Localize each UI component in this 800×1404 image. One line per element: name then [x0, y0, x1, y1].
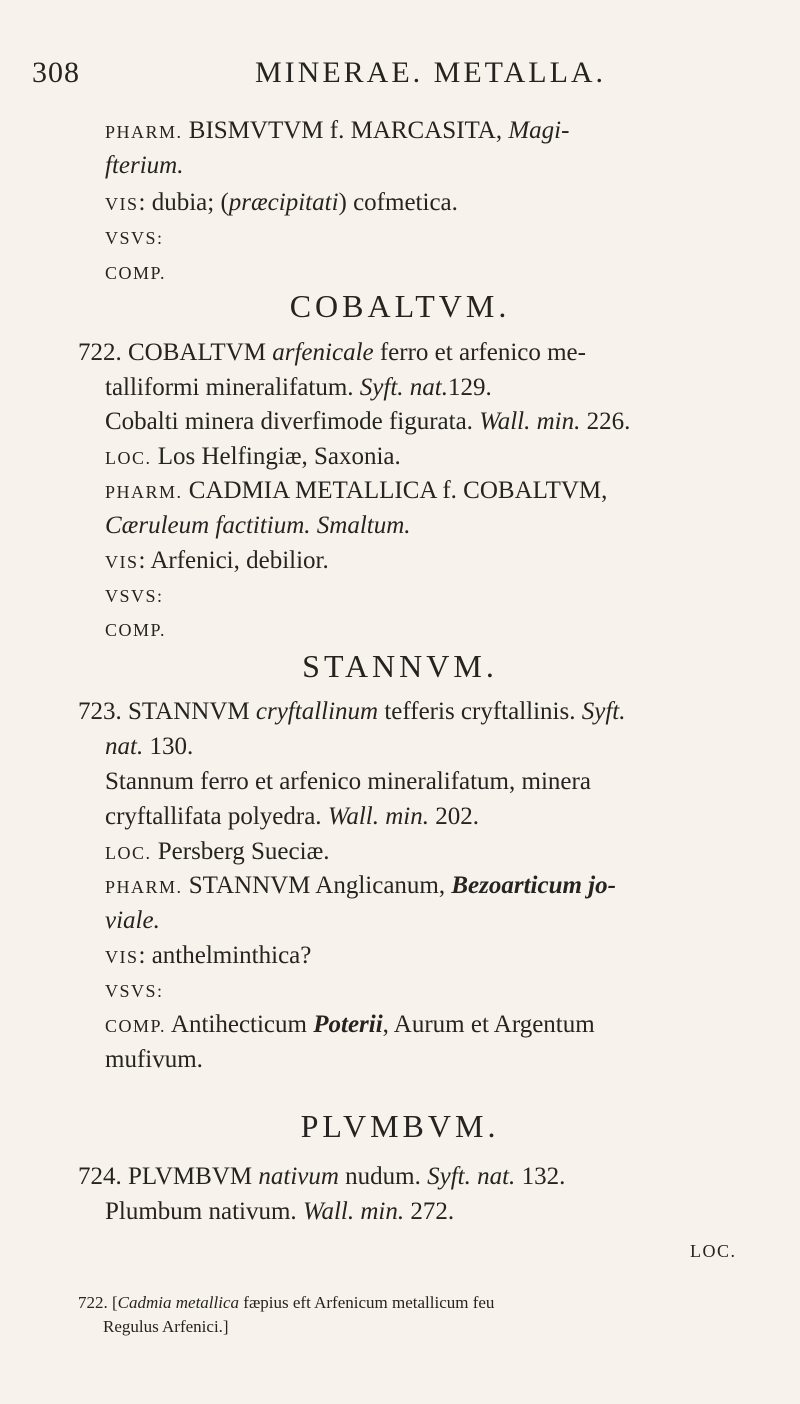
entry-line [105, 908, 160, 933]
entry-text: : dubia; ( [138, 189, 229, 216]
vis-label: VIS [105, 947, 139, 967]
entry-italic: Syft. [581, 698, 626, 725]
entry-text: ferro et arfenico me- [379, 339, 586, 366]
pharm-entry [105, 873, 616, 898]
entry-text: Persberg Sueciæ. [157, 838, 330, 865]
running-title: MINERAE. METALLA. [255, 56, 607, 89]
entry-text: 226. [586, 408, 631, 435]
vsvs-label: VSVS: [105, 586, 164, 606]
entry-number: 723. [78, 698, 122, 725]
entry-line [105, 1199, 454, 1224]
catchword: LOC. [690, 1241, 737, 1261]
vis-label: VIS [105, 194, 139, 214]
entry-line [105, 804, 479, 829]
entry-text: 202. [435, 803, 479, 830]
pharm-entry [105, 478, 607, 503]
section-heading-stannum: STANNVM. [302, 648, 498, 684]
section-heading-plumbum: PLVMBVM. [300, 1108, 500, 1144]
entry-724 [78, 1164, 565, 1189]
entry-text: cryftallifata polyedra. [105, 803, 322, 830]
entry-line [105, 513, 411, 538]
entry-number: 722. [78, 339, 122, 366]
entry-italic: Poterii [313, 1011, 383, 1038]
entry-italic: Wall. min. [479, 408, 581, 435]
entry-text: CADMIA METALLICA f. COBALTVM, [188, 477, 608, 504]
footnote [78, 1294, 494, 1311]
entry-italic: viale. [105, 907, 160, 934]
entry-italic: Cæruleum factitium. Smaltum. [105, 512, 411, 539]
entry-text: BISMVTVM f. MARCASITA, [188, 117, 503, 144]
entry-italic: præcipitati [228, 189, 339, 216]
comp-label: COMP. [105, 620, 167, 640]
entry-italic: Wall. min. [327, 803, 429, 830]
entry-text: : anthelminthica? [138, 942, 312, 969]
entry-italic: nat. [105, 733, 144, 760]
entry-722 [78, 340, 586, 365]
entry-italic: fterium. [105, 152, 184, 179]
vis-label: VIS [105, 552, 139, 572]
entry-line: mufivum. [105, 1046, 203, 1073]
section-heading-cobaltum: COBALTVM. [289, 288, 511, 324]
entry-italic: Wall. min. [302, 1198, 405, 1225]
entry-line [105, 734, 193, 759]
vis-entry [105, 548, 329, 573]
loc-label: LOC. [105, 448, 152, 468]
comp-entry [105, 1012, 595, 1037]
vsvs-label: VSVS: [105, 228, 164, 248]
entry-text: , Aurum et Argentum [382, 1011, 595, 1038]
entry-line [105, 409, 630, 434]
entry-text: 272. [410, 1198, 455, 1225]
entry-text: ) cofmetica. [338, 189, 458, 216]
vsvs-label: VSVS: [105, 981, 164, 1001]
comp-label: COMP. [105, 263, 167, 283]
entry-italic: Syft. nat. [427, 1163, 516, 1190]
footnote-italic: Cadmia metallica [117, 1293, 240, 1312]
entry-text: Plumbum nativum. [105, 1198, 297, 1225]
pharm-label: PHARM. [105, 122, 183, 142]
entry-italic: Syft. nat. [359, 374, 448, 401]
entry-text: 129. [447, 374, 492, 401]
loc-label: LOC. [105, 843, 152, 863]
entry-line: Stannum ferro et arfenico mineralifatum, minera [105, 768, 591, 795]
entry-line [105, 375, 492, 400]
entry-italic: Bezoarticum jo- [451, 872, 616, 899]
pharm-label: PHARM. [105, 877, 183, 897]
entry-text: STANNVM Anglicanum, [188, 872, 446, 899]
comp-label: COMP. [105, 1016, 167, 1036]
entry-text: Los Helfingiæ, Saxonia. [157, 443, 401, 470]
entry-text: STANNVM [128, 698, 250, 725]
entry-text: : Arfenici, debilior. [138, 547, 329, 574]
entry-text: nudum. [345, 1163, 421, 1190]
footnote-number: 722. [78, 1293, 108, 1312]
pharm-label: PHARM. [105, 482, 183, 502]
loc-entry [105, 444, 401, 469]
vis-entry [105, 943, 311, 968]
entry-text: 130. [149, 733, 194, 760]
vis-entry [105, 190, 458, 215]
entry-text: PLVMBVM [128, 1163, 253, 1190]
footnote-line: Regulus Arfenici.] [103, 1317, 229, 1336]
entry-number: 724. [78, 1163, 122, 1190]
entry-723 [78, 699, 625, 724]
entry-continuation [105, 153, 183, 178]
entry-text: Cobalti minera diverfimode figurata. [105, 408, 473, 435]
entry-text: COBALTVM [128, 339, 266, 366]
entry-italic: Magi- [508, 117, 570, 144]
entry-text: talliformi mineralifatum. [105, 374, 354, 401]
footnote-text: fæpius eft Arfenicum metallicum feu [243, 1293, 495, 1312]
entry-text: 132. [521, 1163, 566, 1190]
entry-text: Antihecticum [170, 1011, 307, 1038]
pharm-entry-bismuth [105, 118, 569, 143]
entry-text: tefferis cryftallinis. [384, 698, 576, 725]
footnote-bracket: [ [112, 1293, 118, 1312]
entry-italic: cryftallinum [255, 698, 379, 725]
page-number: 308 [32, 56, 80, 89]
entry-italic: nativum [258, 1163, 339, 1190]
loc-entry [105, 839, 330, 864]
entry-italic: arfenicale [272, 339, 374, 366]
